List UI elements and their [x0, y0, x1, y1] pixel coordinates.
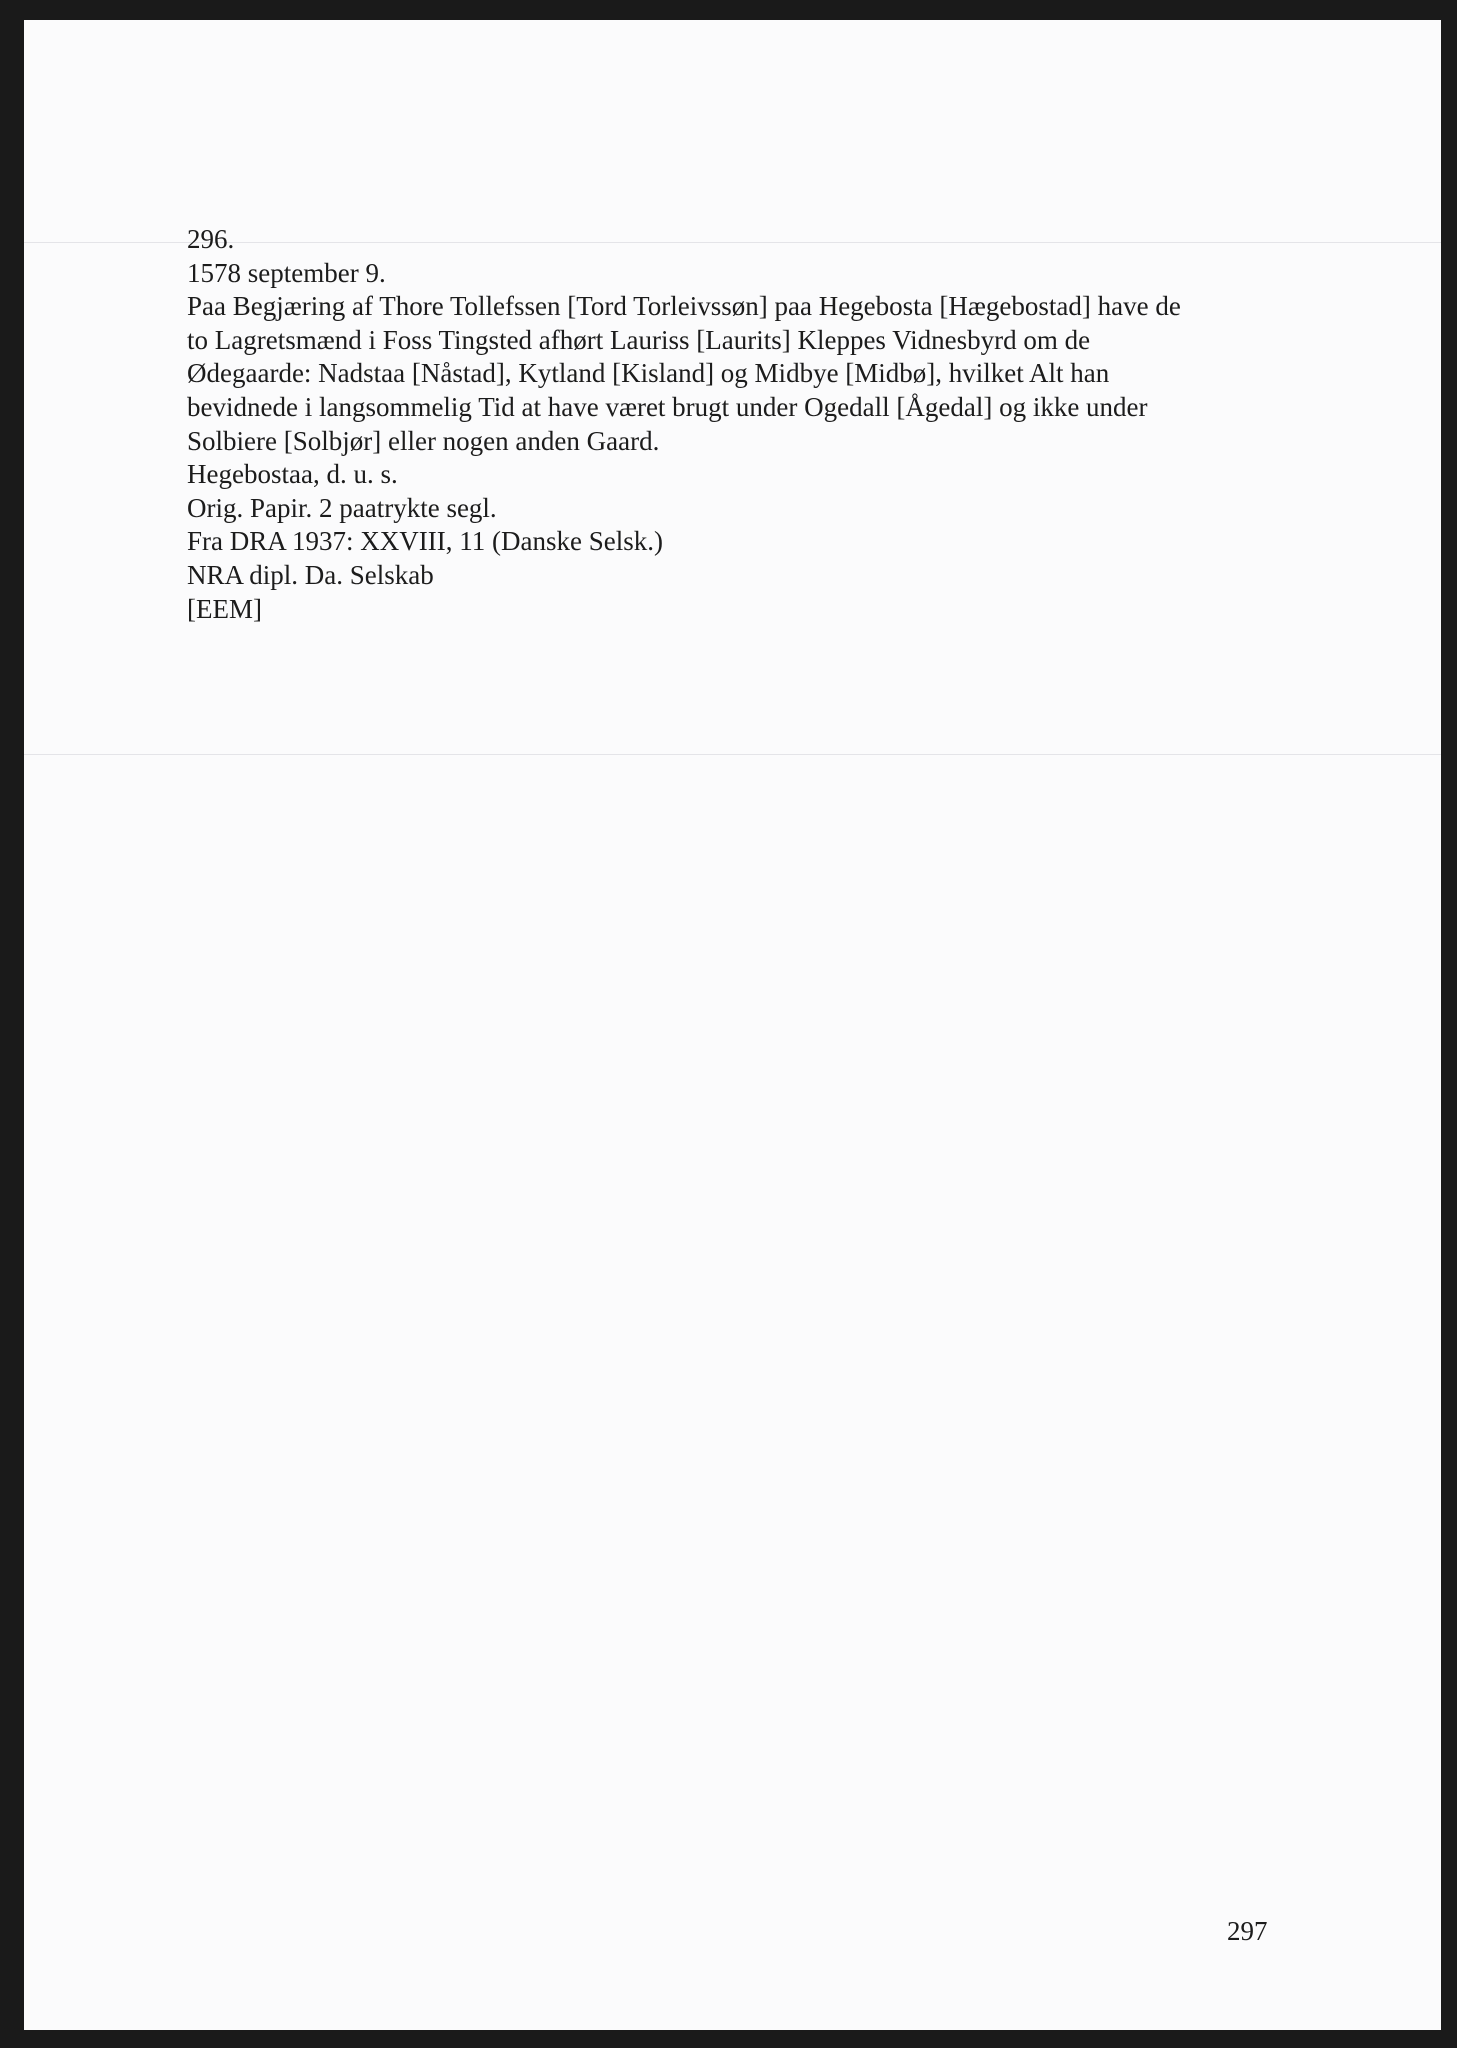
source-reference: Fra DRA 1937: XXVIII, 11 (Danske Selsk.) [187, 526, 663, 557]
archive-reference: NRA dipl. Da. Selskab [187, 559, 434, 590]
page-number: 297 [1227, 1916, 1268, 1946]
original-note: Orig. Papir. 2 paatrykte segl. [187, 492, 497, 523]
body-line: to Lagretsmænd i Foss Tingsted afhørt Lauriss [Laurits] Kleppes Vidnesbyrd om de [187, 324, 1091, 355]
editor-initials: [EEM] [187, 593, 262, 624]
entry-number: 296. [187, 224, 235, 254]
body-line: Solbiere [Solbjør] eller nogen anden Gaard. [187, 425, 660, 456]
body-line: bevidnede i langsommelig Tid at have været brugt under Ogedall [Ågedal] og ikke under [187, 391, 1148, 422]
body-line: Paa Begjæring af Thore Tollefssen [Tord Torleivssøn] paa Hegebosta [Hægebostad] have de [187, 291, 1181, 322]
document-date: 1578 september 9. [187, 257, 386, 288]
scan-artifact-line [24, 754, 1441, 755]
document-page [24, 20, 1441, 2030]
place-and-date: Hegebostaa, d. u. s. [187, 459, 398, 490]
body-line: Ødegaarde: Nadstaa [Nåstad], Kytland [Kisland] og Midbye [Midbø], hvilket Alt han [187, 358, 1110, 389]
document-body [187, 223, 1287, 626]
